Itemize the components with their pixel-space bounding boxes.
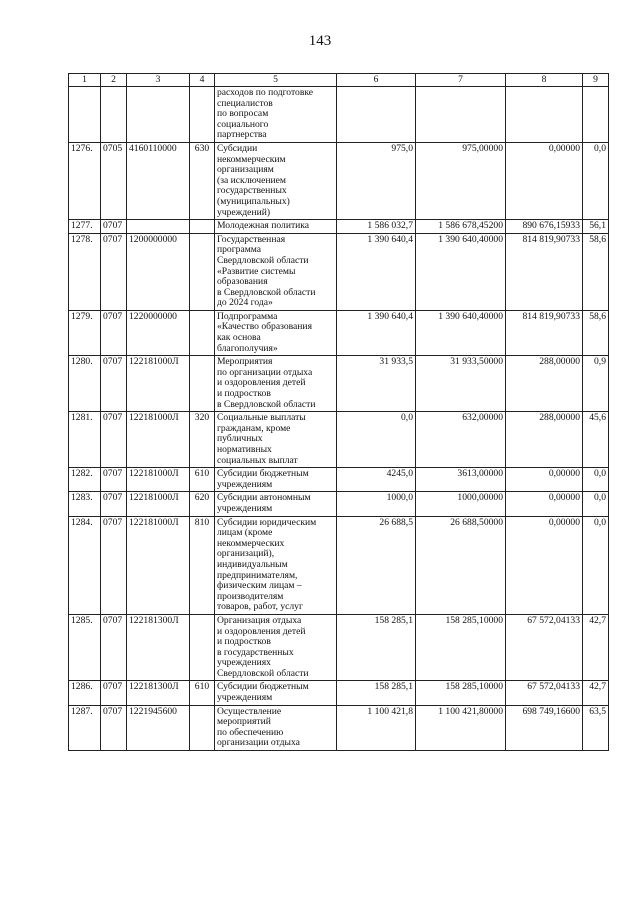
table-row — [69, 516, 609, 614]
execution-percent: 0,0 — [583, 468, 609, 492]
item-name: Подпрограмма «Качество образования как основа благополучия» — [215, 310, 337, 355]
section-code: 0707 — [101, 614, 127, 681]
execution-percent — [583, 87, 609, 143]
refined-amount: 3613,00000 — [416, 468, 506, 492]
target-article-code: 122181000Л — [127, 356, 190, 412]
approved-amount: 0,0 — [337, 412, 416, 468]
expense-type-code: 620 — [190, 492, 215, 516]
approved-amount: 1 390 640,4 — [337, 310, 416, 355]
column-header: 5 — [215, 74, 337, 87]
refined-amount: 1000,00000 — [416, 492, 506, 516]
row-number: 1280. — [69, 356, 101, 412]
refined-amount: 1 390 640,40000 — [416, 233, 506, 310]
section-code: 0707 — [101, 705, 127, 750]
expense-type-code — [190, 310, 215, 355]
executed-amount — [506, 87, 583, 143]
target-article-code: 122181000Л — [127, 492, 190, 516]
section-code: 0705 — [101, 142, 127, 219]
column-header: 1 — [69, 74, 101, 87]
executed-amount: 698 749,16600 — [506, 705, 583, 750]
expense-type-code — [190, 87, 215, 143]
executed-amount: 814 819,90733 — [506, 310, 583, 355]
item-name: Субсидии автономным учреждениям — [215, 492, 337, 516]
item-name: расходов по подготовке специалистов по вопросам социального партнерства — [215, 87, 337, 143]
executed-amount: 814 819,90733 — [506, 233, 583, 310]
target-article-code: 1200000000 — [127, 233, 190, 310]
item-name: Субсидии юридическим лицам (кроме некоммерческих организаций), индивидуальным предпринимателям, физическим лицам – производителям товаров, работ, услуг — [215, 516, 337, 614]
execution-percent: 42,7 — [583, 681, 609, 705]
execution-percent: 42,7 — [583, 614, 609, 681]
execution-percent: 0,9 — [583, 356, 609, 412]
approved-amount: 158 285,1 — [337, 614, 416, 681]
section-code — [101, 87, 127, 143]
table-header-row — [69, 74, 609, 87]
refined-amount: 975,00000 — [416, 142, 506, 219]
item-name: Мероприятия по организации отдыха и оздоровления детей и подростков в Свердловской области — [215, 356, 337, 412]
section-code: 0707 — [101, 516, 127, 614]
column-header: 3 — [127, 74, 190, 87]
row-number: 1282. — [69, 468, 101, 492]
item-name: Осуществление мероприятий по обеспечению организации отдыха — [215, 705, 337, 750]
row-number: 1276. — [69, 142, 101, 219]
refined-amount: 632,00000 — [416, 412, 506, 468]
execution-percent: 58,6 — [583, 233, 609, 310]
refined-amount: 1 100 421,80000 — [416, 705, 506, 750]
page-number: 143 — [308, 33, 332, 49]
row-number: 1285. — [69, 614, 101, 681]
row-number: 1278. — [69, 233, 101, 310]
execution-percent: 0,0 — [583, 492, 609, 516]
executed-amount: 0,00000 — [506, 142, 583, 219]
refined-amount — [416, 87, 506, 143]
budget-table — [68, 73, 609, 751]
row-number: 1286. — [69, 681, 101, 705]
execution-percent: 45,6 — [583, 412, 609, 468]
executed-amount: 288,00000 — [506, 356, 583, 412]
item-name: Социальные выплаты гражданам, кроме публичных нормативных социальных выплат — [215, 412, 337, 468]
executed-amount: 288,00000 — [506, 412, 583, 468]
section-code: 0707 — [101, 220, 127, 234]
column-header: 4 — [190, 74, 215, 87]
refined-amount: 26 688,50000 — [416, 516, 506, 614]
row-number: 1277. — [69, 220, 101, 234]
execution-percent: 63,5 — [583, 705, 609, 750]
executed-amount: 0,00000 — [506, 516, 583, 614]
approved-amount: 158 285,1 — [337, 681, 416, 705]
expense-type-code — [190, 705, 215, 750]
item-name: Молодежная политика — [215, 220, 337, 234]
executed-amount: 890 676,15933 — [506, 220, 583, 234]
table-row — [69, 220, 609, 234]
section-code: 0707 — [101, 492, 127, 516]
table-row — [69, 310, 609, 355]
table-row — [69, 87, 609, 143]
column-header: 6 — [337, 74, 416, 87]
row-number: 1281. — [69, 412, 101, 468]
section-code: 0707 — [101, 412, 127, 468]
approved-amount: 1 586 032,7 — [337, 220, 416, 234]
table-row — [69, 412, 609, 468]
expense-type-code — [190, 356, 215, 412]
item-name: Субсидии некоммерческим организациям (за исключением государственных (муниципальных) учреждений) — [215, 142, 337, 219]
approved-amount: 1 390 640,4 — [337, 233, 416, 310]
column-header: 9 — [583, 74, 609, 87]
approved-amount: 31 933,5 — [337, 356, 416, 412]
expense-type-code: 610 — [190, 468, 215, 492]
section-code: 0707 — [101, 310, 127, 355]
target-article-code: 4160110000 — [127, 142, 190, 219]
row-number: 1283. — [69, 492, 101, 516]
refined-amount: 158 285,10000 — [416, 614, 506, 681]
row-number: 1284. — [69, 516, 101, 614]
expense-type-code: 630 — [190, 142, 215, 219]
column-header: 8 — [506, 74, 583, 87]
column-header: 2 — [101, 74, 127, 87]
approved-amount: 4245,0 — [337, 468, 416, 492]
item-name: Субсидии бюджетным учреждениям — [215, 468, 337, 492]
column-header: 7 — [416, 74, 506, 87]
target-article-code: 1220000000 — [127, 310, 190, 355]
table-row — [69, 705, 609, 750]
expense-type-code: 320 — [190, 412, 215, 468]
approved-amount — [337, 87, 416, 143]
target-article-code: 122181000Л — [127, 412, 190, 468]
approved-amount: 1 100 421,8 — [337, 705, 416, 750]
refined-amount: 158 285,10000 — [416, 681, 506, 705]
row-number: 1287. — [69, 705, 101, 750]
target-article-code: 122181300Л — [127, 614, 190, 681]
row-number — [69, 87, 101, 143]
section-code: 0707 — [101, 468, 127, 492]
expense-type-code — [190, 220, 215, 234]
target-article-code: 122181300Л — [127, 681, 190, 705]
table-row — [69, 614, 609, 681]
target-article-code — [127, 87, 190, 143]
table-row — [69, 142, 609, 219]
expense-type-code: 610 — [190, 681, 215, 705]
row-number: 1279. — [69, 310, 101, 355]
section-code: 0707 — [101, 233, 127, 310]
section-code: 0707 — [101, 681, 127, 705]
executed-amount: 0,00000 — [506, 468, 583, 492]
target-article-code: 1221945600 — [127, 705, 190, 750]
table-row — [69, 356, 609, 412]
execution-percent: 56,1 — [583, 220, 609, 234]
target-article-code: 122181000Л — [127, 516, 190, 614]
table-row — [69, 233, 609, 310]
item-name: Субсидии бюджетным учреждениям — [215, 681, 337, 705]
refined-amount: 1 586 678,45200 — [416, 220, 506, 234]
item-name: Организация отдыха и оздоровления детей и подростков в государственных учреждениях Свердловской области — [215, 614, 337, 681]
table-row — [69, 681, 609, 705]
execution-percent: 0,0 — [583, 516, 609, 614]
table-row — [69, 468, 609, 492]
refined-amount: 1 390 640,40000 — [416, 310, 506, 355]
executed-amount: 0,00000 — [506, 492, 583, 516]
section-code: 0707 — [101, 356, 127, 412]
executed-amount: 67 572,04133 — [506, 681, 583, 705]
approved-amount: 975,0 — [337, 142, 416, 219]
expense-type-code — [190, 614, 215, 681]
item-name: Государственная программа Свердловской области «Развитие системы образования в Свердловской области до 2024 года» — [215, 233, 337, 310]
expense-type-code — [190, 233, 215, 310]
approved-amount: 1000,0 — [337, 492, 416, 516]
expense-type-code: 810 — [190, 516, 215, 614]
executed-amount: 67 572,04133 — [506, 614, 583, 681]
table-row — [69, 492, 609, 516]
refined-amount: 31 933,50000 — [416, 356, 506, 412]
target-article-code: 122181000Л — [127, 468, 190, 492]
approved-amount: 26 688,5 — [337, 516, 416, 614]
target-article-code — [127, 220, 190, 234]
execution-percent: 58,6 — [583, 310, 609, 355]
execution-percent: 0,0 — [583, 142, 609, 219]
